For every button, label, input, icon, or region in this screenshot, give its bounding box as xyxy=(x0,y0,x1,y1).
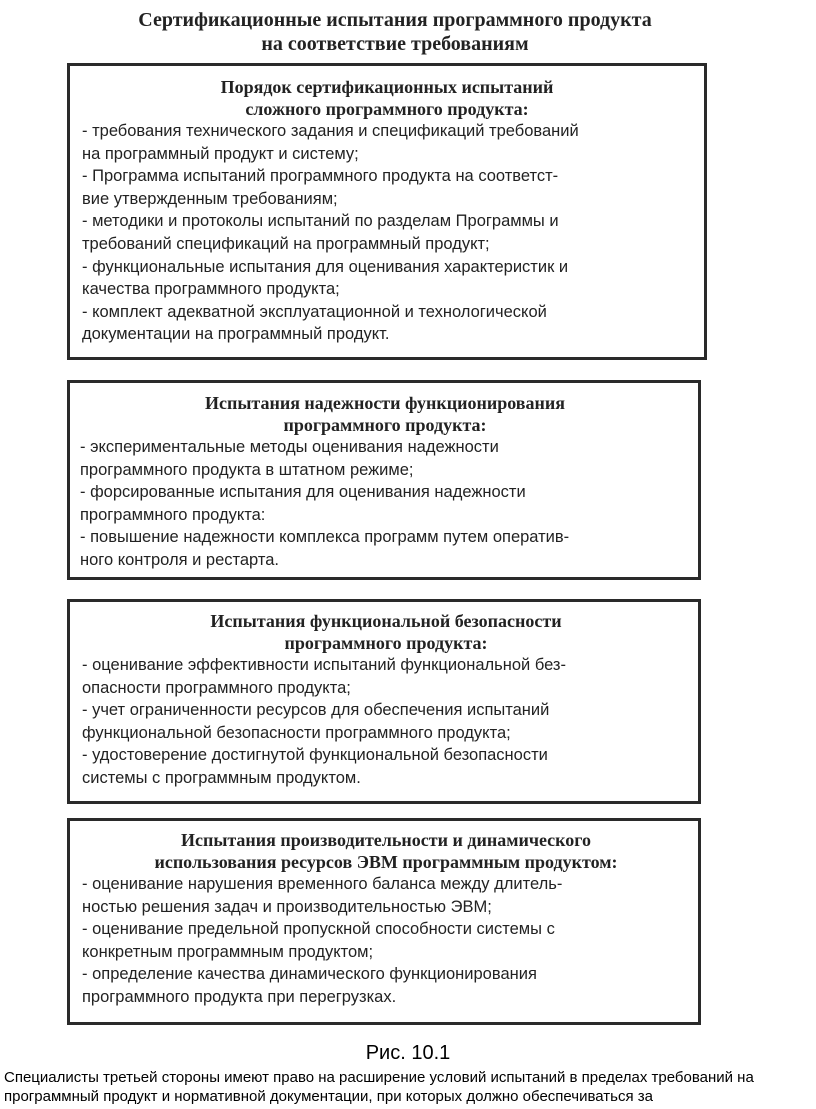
box-heading xyxy=(82,610,690,654)
page-title-line-2: на соответствие требованиям xyxy=(261,33,529,55)
box-heading xyxy=(82,829,690,873)
functional-safety-box xyxy=(67,599,701,804)
box-text-line: - удостоверение достигнутой функциональной безопасности xyxy=(82,746,548,765)
box-text-line: - оценивание эффективности испытаний функциональной без- xyxy=(82,656,566,674)
box-text-line: - форсированные испытания для оценивания надежности xyxy=(80,483,526,502)
box-text-line: программного продукта: xyxy=(80,505,266,524)
body-paragraph xyxy=(4,1068,812,1106)
box-heading-line: сложного программного продукта: xyxy=(245,99,529,119)
reliability-tests-box xyxy=(67,380,701,580)
box-body xyxy=(80,436,690,572)
box-heading-line: программного продукта: xyxy=(284,633,488,653)
box-text-line: на программный продукт и систему; xyxy=(82,144,359,163)
performance-tests-box xyxy=(67,818,701,1025)
box-text-line: - определение качества динамического функционирования xyxy=(82,965,537,984)
box-text-line: - функциональные испытания для оценивания характеристик и xyxy=(82,257,569,276)
box-text-line: - Программа испытаний программного продукта на соответст- xyxy=(82,167,559,186)
box-body xyxy=(82,873,690,1009)
box-heading xyxy=(80,392,690,436)
box-text-line: - учет ограниченности ресурсов для обеспечения испытаний xyxy=(82,701,550,720)
box-heading xyxy=(82,76,692,120)
box-text-line: опасности программного продукта; xyxy=(82,678,351,697)
box-text-line: - повышение надежности комплекса программ путем оператив- xyxy=(80,528,570,547)
box-text-line: вие утвержденным требованиям; xyxy=(82,189,338,208)
box-heading-line: Порядок сертификационных испытаний xyxy=(220,77,554,97)
box-text-line: функциональной безопасности программного продукта; xyxy=(82,723,511,742)
box-text-line: системы с программным продуктом. xyxy=(82,768,361,787)
box-body xyxy=(82,120,692,346)
box-text-line: - требования технического задания и спецификаций требований xyxy=(82,122,579,140)
box-text-line: программного продукта в штатном режиме; xyxy=(80,460,414,479)
certification-procedure-box xyxy=(67,63,707,360)
figure-caption: Рис. 10.1 xyxy=(365,1042,451,1064)
page-title-line-1: Сертификационные испытания программного продукта xyxy=(138,9,652,31)
box-heading-line: Испытания функциональной безопасности xyxy=(210,611,562,631)
box-text-line: ностью решения задач и производительностью ЭВМ; xyxy=(82,897,492,916)
page-title xyxy=(40,8,750,56)
box-text-line: программного продукта при перегрузках. xyxy=(82,987,397,1006)
paragraph-line: Специалисты третьей стороны имеют право на расширение условий испытаний в пределах требований на xyxy=(4,1069,754,1086)
box-text-line: качества программного продукта; xyxy=(82,280,340,299)
box-heading-line: Испытания надежности функционирования xyxy=(204,393,566,413)
box-heading-line: использования ресурсов ЭВМ программным продуктом: xyxy=(154,852,618,872)
box-text-line: документации на программный продукт. xyxy=(82,325,390,344)
box-text-line: - комплект адекватной эксплуатационной и технологической xyxy=(82,302,547,321)
box-text-line: требований спецификаций на программный продукт; xyxy=(82,234,490,253)
box-text-line: - методики и протоколы испытаний по разделам Программы и xyxy=(82,212,559,231)
box-text-line: конкретным программным продуктом; xyxy=(82,942,374,961)
paragraph-line: программный продукт и нормативной документации, при которых должно обеспечиваться за xyxy=(4,1088,653,1105)
box-text-line: - экспериментальные методы оценивания надежности xyxy=(80,438,499,456)
box-text-line: - оценивание нарушения временного баланса между длитель- xyxy=(82,875,563,893)
box-heading-line: Испытания производительности и динамического xyxy=(180,830,592,850)
box-text-line: - оценивание предельной пропускной способности системы с xyxy=(82,920,555,939)
box-heading-line: программного продукта: xyxy=(283,415,487,435)
box-text-line: ного контроля и рестарта. xyxy=(80,550,279,569)
box-body xyxy=(82,654,690,790)
